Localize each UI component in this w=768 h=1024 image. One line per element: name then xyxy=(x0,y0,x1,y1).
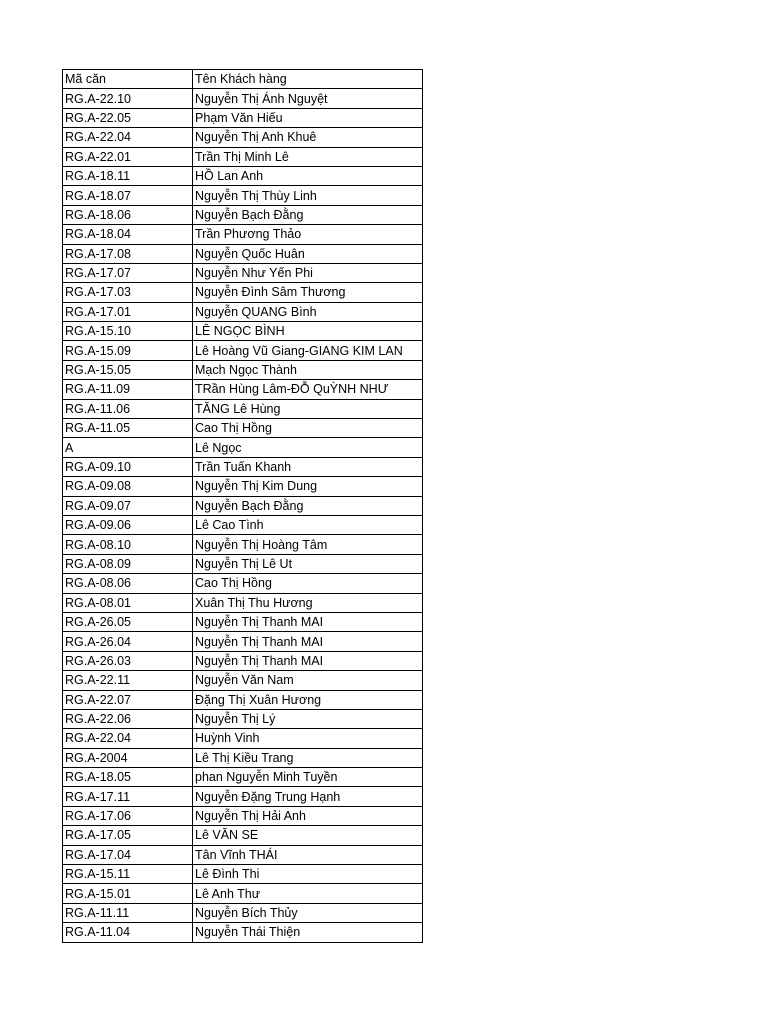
table-row xyxy=(63,612,423,631)
table-row xyxy=(63,535,423,554)
customer-name-cell: Nguyễn Thị Thanh MAI xyxy=(193,612,423,631)
table-row xyxy=(63,515,423,534)
unit-code-cell: RG.A-26.05 xyxy=(63,612,193,631)
table-row xyxy=(63,787,423,806)
customer-name-cell: Nguyễn Văn Nam xyxy=(193,671,423,690)
unit-code-cell: RG.A-11.11 xyxy=(63,903,193,922)
customer-name-cell: phan Nguyễn Minh Tuyền xyxy=(193,768,423,787)
table-row xyxy=(63,554,423,573)
table-row xyxy=(63,884,423,903)
table-row xyxy=(63,419,423,438)
customer-name-cell: Nguyễn Như Yến Phi xyxy=(193,263,423,282)
unit-code-cell: RG.A-09.07 xyxy=(63,496,193,515)
table-row xyxy=(63,826,423,845)
customer-name-cell: Nguyễn Quốc Huân xyxy=(193,244,423,263)
table-row xyxy=(63,845,423,864)
table-row xyxy=(63,477,423,496)
table-row xyxy=(63,225,423,244)
table-row xyxy=(63,283,423,302)
customer-name-cell: Nguyễn Thị Kim Dung xyxy=(193,477,423,496)
table-row xyxy=(63,768,423,787)
table-row xyxy=(63,186,423,205)
customer-name-cell: LÊ NGỌC BÌNH xyxy=(193,322,423,341)
unit-code-cell: RG.A-17.03 xyxy=(63,283,193,302)
unit-code-cell: RG.A-22.10 xyxy=(63,89,193,108)
customer-name-cell: Nguyễn Đặng Trung Hạnh xyxy=(193,787,423,806)
unit-code-cell: RG.A-15.05 xyxy=(63,360,193,379)
customer-name-cell: Lê Ngọc xyxy=(193,438,423,457)
table-row xyxy=(63,865,423,884)
customer-name-cell: Lê Thị Kiều Trang xyxy=(193,748,423,767)
customer-name-cell: Nguyễn Thị Ánh Nguyệt xyxy=(193,89,423,108)
unit-code-cell: RG.A-09.06 xyxy=(63,515,193,534)
customer-name-cell: Lê Hoàng Vũ Giang-GIANG KIM LAN xyxy=(193,341,423,360)
customer-name-cell: Nguyễn Thị Thùy Linh xyxy=(193,186,423,205)
table-row xyxy=(63,166,423,185)
unit-code-cell: RG.A-22.01 xyxy=(63,147,193,166)
table-row xyxy=(63,496,423,515)
customer-name-cell: Xuân Thị Thu Hương xyxy=(193,593,423,612)
customer-name-cell: Nguyễn Thị Thanh MAI xyxy=(193,632,423,651)
customer-name-cell: Trần Thị Minh Lê xyxy=(193,147,423,166)
table-row xyxy=(63,380,423,399)
table-row xyxy=(63,923,423,942)
table-row xyxy=(63,729,423,748)
customer-name-cell: Lê VĂN SE xyxy=(193,826,423,845)
header-customer-name: Tên Khách hàng xyxy=(193,70,423,89)
unit-code-cell: RG.A-08.01 xyxy=(63,593,193,612)
table-row xyxy=(63,108,423,127)
unit-code-cell: RG.A-15.10 xyxy=(63,322,193,341)
customer-name-cell: Nguyễn Đình Sâm Thương xyxy=(193,283,423,302)
customer-name-cell: Nguyễn Thị Hải Anh xyxy=(193,806,423,825)
customer-name-cell: Nguyễn Bạch Đằng xyxy=(193,205,423,224)
table-row xyxy=(63,690,423,709)
table-row xyxy=(63,651,423,670)
table-row xyxy=(63,360,423,379)
unit-code-cell: RG.A-17.07 xyxy=(63,263,193,282)
unit-code-cell: RG.A-11.09 xyxy=(63,380,193,399)
unit-code-cell: RG.A-22.05 xyxy=(63,108,193,127)
unit-code-cell: RG.A-17.11 xyxy=(63,787,193,806)
table-row xyxy=(63,147,423,166)
customer-name-cell: Lê Đình Thi xyxy=(193,865,423,884)
customer-table xyxy=(62,69,423,943)
unit-code-cell: RG.A-2004 xyxy=(63,748,193,767)
unit-code-cell: RG.A-11.05 xyxy=(63,419,193,438)
unit-code-cell: RG.A-26.03 xyxy=(63,651,193,670)
table-row xyxy=(63,263,423,282)
table-row xyxy=(63,748,423,767)
unit-code-cell: RG.A-17.08 xyxy=(63,244,193,263)
unit-code-cell: RG.A-18.05 xyxy=(63,768,193,787)
unit-code-cell: RG.A-17.06 xyxy=(63,806,193,825)
customer-name-cell: TĂNG Lê Hùng xyxy=(193,399,423,418)
customer-name-cell: Mạch Ngọc Thành xyxy=(193,360,423,379)
table-row xyxy=(63,806,423,825)
customer-name-cell: Nguyễn Thị Lý xyxy=(193,709,423,728)
customer-name-cell: Lê Cao Tình xyxy=(193,515,423,534)
table-row xyxy=(63,322,423,341)
customer-name-cell: Nguyễn Thị Thanh MAI xyxy=(193,651,423,670)
unit-code-cell: RG.A-22.04 xyxy=(63,729,193,748)
customer-name-cell: Đặng Thị Xuân Hương xyxy=(193,690,423,709)
table-row xyxy=(63,593,423,612)
unit-code-cell: RG.A-09.10 xyxy=(63,457,193,476)
table-row xyxy=(63,399,423,418)
customer-name-cell: Nguyễn Bạch Đằng xyxy=(193,496,423,515)
table-row xyxy=(63,709,423,728)
customer-name-cell: Nguyễn Thị Lê Ut xyxy=(193,554,423,573)
customer-name-cell: TRần Hùng Lâm-ĐỖ QuỲNH NHƯ xyxy=(193,380,423,399)
table-row xyxy=(63,457,423,476)
customer-name-cell: Tân Vĩnh THÁI xyxy=(193,845,423,864)
customer-name-cell: Nguyễn Thái Thiện xyxy=(193,923,423,942)
table-row xyxy=(63,341,423,360)
unit-code-cell: RG.A-18.04 xyxy=(63,225,193,244)
table-row xyxy=(63,244,423,263)
unit-code-cell: A xyxy=(63,438,193,457)
unit-code-cell: RG.A-15.09 xyxy=(63,341,193,360)
unit-code-cell: RG.A-18.07 xyxy=(63,186,193,205)
customer-name-cell: Cao Thị Hồng xyxy=(193,574,423,593)
table-row xyxy=(63,438,423,457)
customer-name-cell: Nguyễn Thị Anh Khuê xyxy=(193,128,423,147)
unit-code-cell: RG.A-18.11 xyxy=(63,166,193,185)
customer-name-cell: Cao Thị Hồng xyxy=(193,419,423,438)
unit-code-cell: RG.A-22.07 xyxy=(63,690,193,709)
unit-code-cell: RG.A-08.09 xyxy=(63,554,193,573)
customer-name-cell: Trần Tuấn Khanh xyxy=(193,457,423,476)
unit-code-cell: RG.A-18.06 xyxy=(63,205,193,224)
header-unit-code: Mã căn xyxy=(63,70,193,89)
table-row xyxy=(63,205,423,224)
table-row xyxy=(63,128,423,147)
unit-code-cell: RG.A-22.04 xyxy=(63,128,193,147)
table-row xyxy=(63,574,423,593)
table-body xyxy=(63,89,423,942)
unit-code-cell: RG.A-22.06 xyxy=(63,709,193,728)
customer-name-cell: HỒ Lan Anh xyxy=(193,166,423,185)
unit-code-cell: RG.A-22.11 xyxy=(63,671,193,690)
header-row xyxy=(63,70,423,89)
customer-name-cell: Trần Phương Thảo xyxy=(193,225,423,244)
customer-name-cell: Huỳnh Vinh xyxy=(193,729,423,748)
customer-name-cell: Nguyễn Bích Thủy xyxy=(193,903,423,922)
unit-code-cell: RG.A-11.06 xyxy=(63,399,193,418)
customer-name-cell: Phạm Văn Hiếu xyxy=(193,108,423,127)
unit-code-cell: RG.A-08.10 xyxy=(63,535,193,554)
unit-code-cell: RG.A-17.01 xyxy=(63,302,193,321)
customer-name-cell: Lê Anh Thư xyxy=(193,884,423,903)
table-row xyxy=(63,302,423,321)
customer-name-cell: Nguyễn Thị Hoàng Tâm xyxy=(193,535,423,554)
table-row xyxy=(63,89,423,108)
table-row xyxy=(63,903,423,922)
unit-code-cell: RG.A-15.01 xyxy=(63,884,193,903)
unit-code-cell: RG.A-08.06 xyxy=(63,574,193,593)
unit-code-cell: RG.A-15.11 xyxy=(63,865,193,884)
customer-name-cell: Nguyễn QUANG Bình xyxy=(193,302,423,321)
unit-code-cell: RG.A-09.08 xyxy=(63,477,193,496)
unit-code-cell: RG.A-17.05 xyxy=(63,826,193,845)
table-row xyxy=(63,632,423,651)
unit-code-cell: RG.A-11.04 xyxy=(63,923,193,942)
unit-code-cell: RG.A-17.04 xyxy=(63,845,193,864)
table-row xyxy=(63,671,423,690)
unit-code-cell: RG.A-26.04 xyxy=(63,632,193,651)
